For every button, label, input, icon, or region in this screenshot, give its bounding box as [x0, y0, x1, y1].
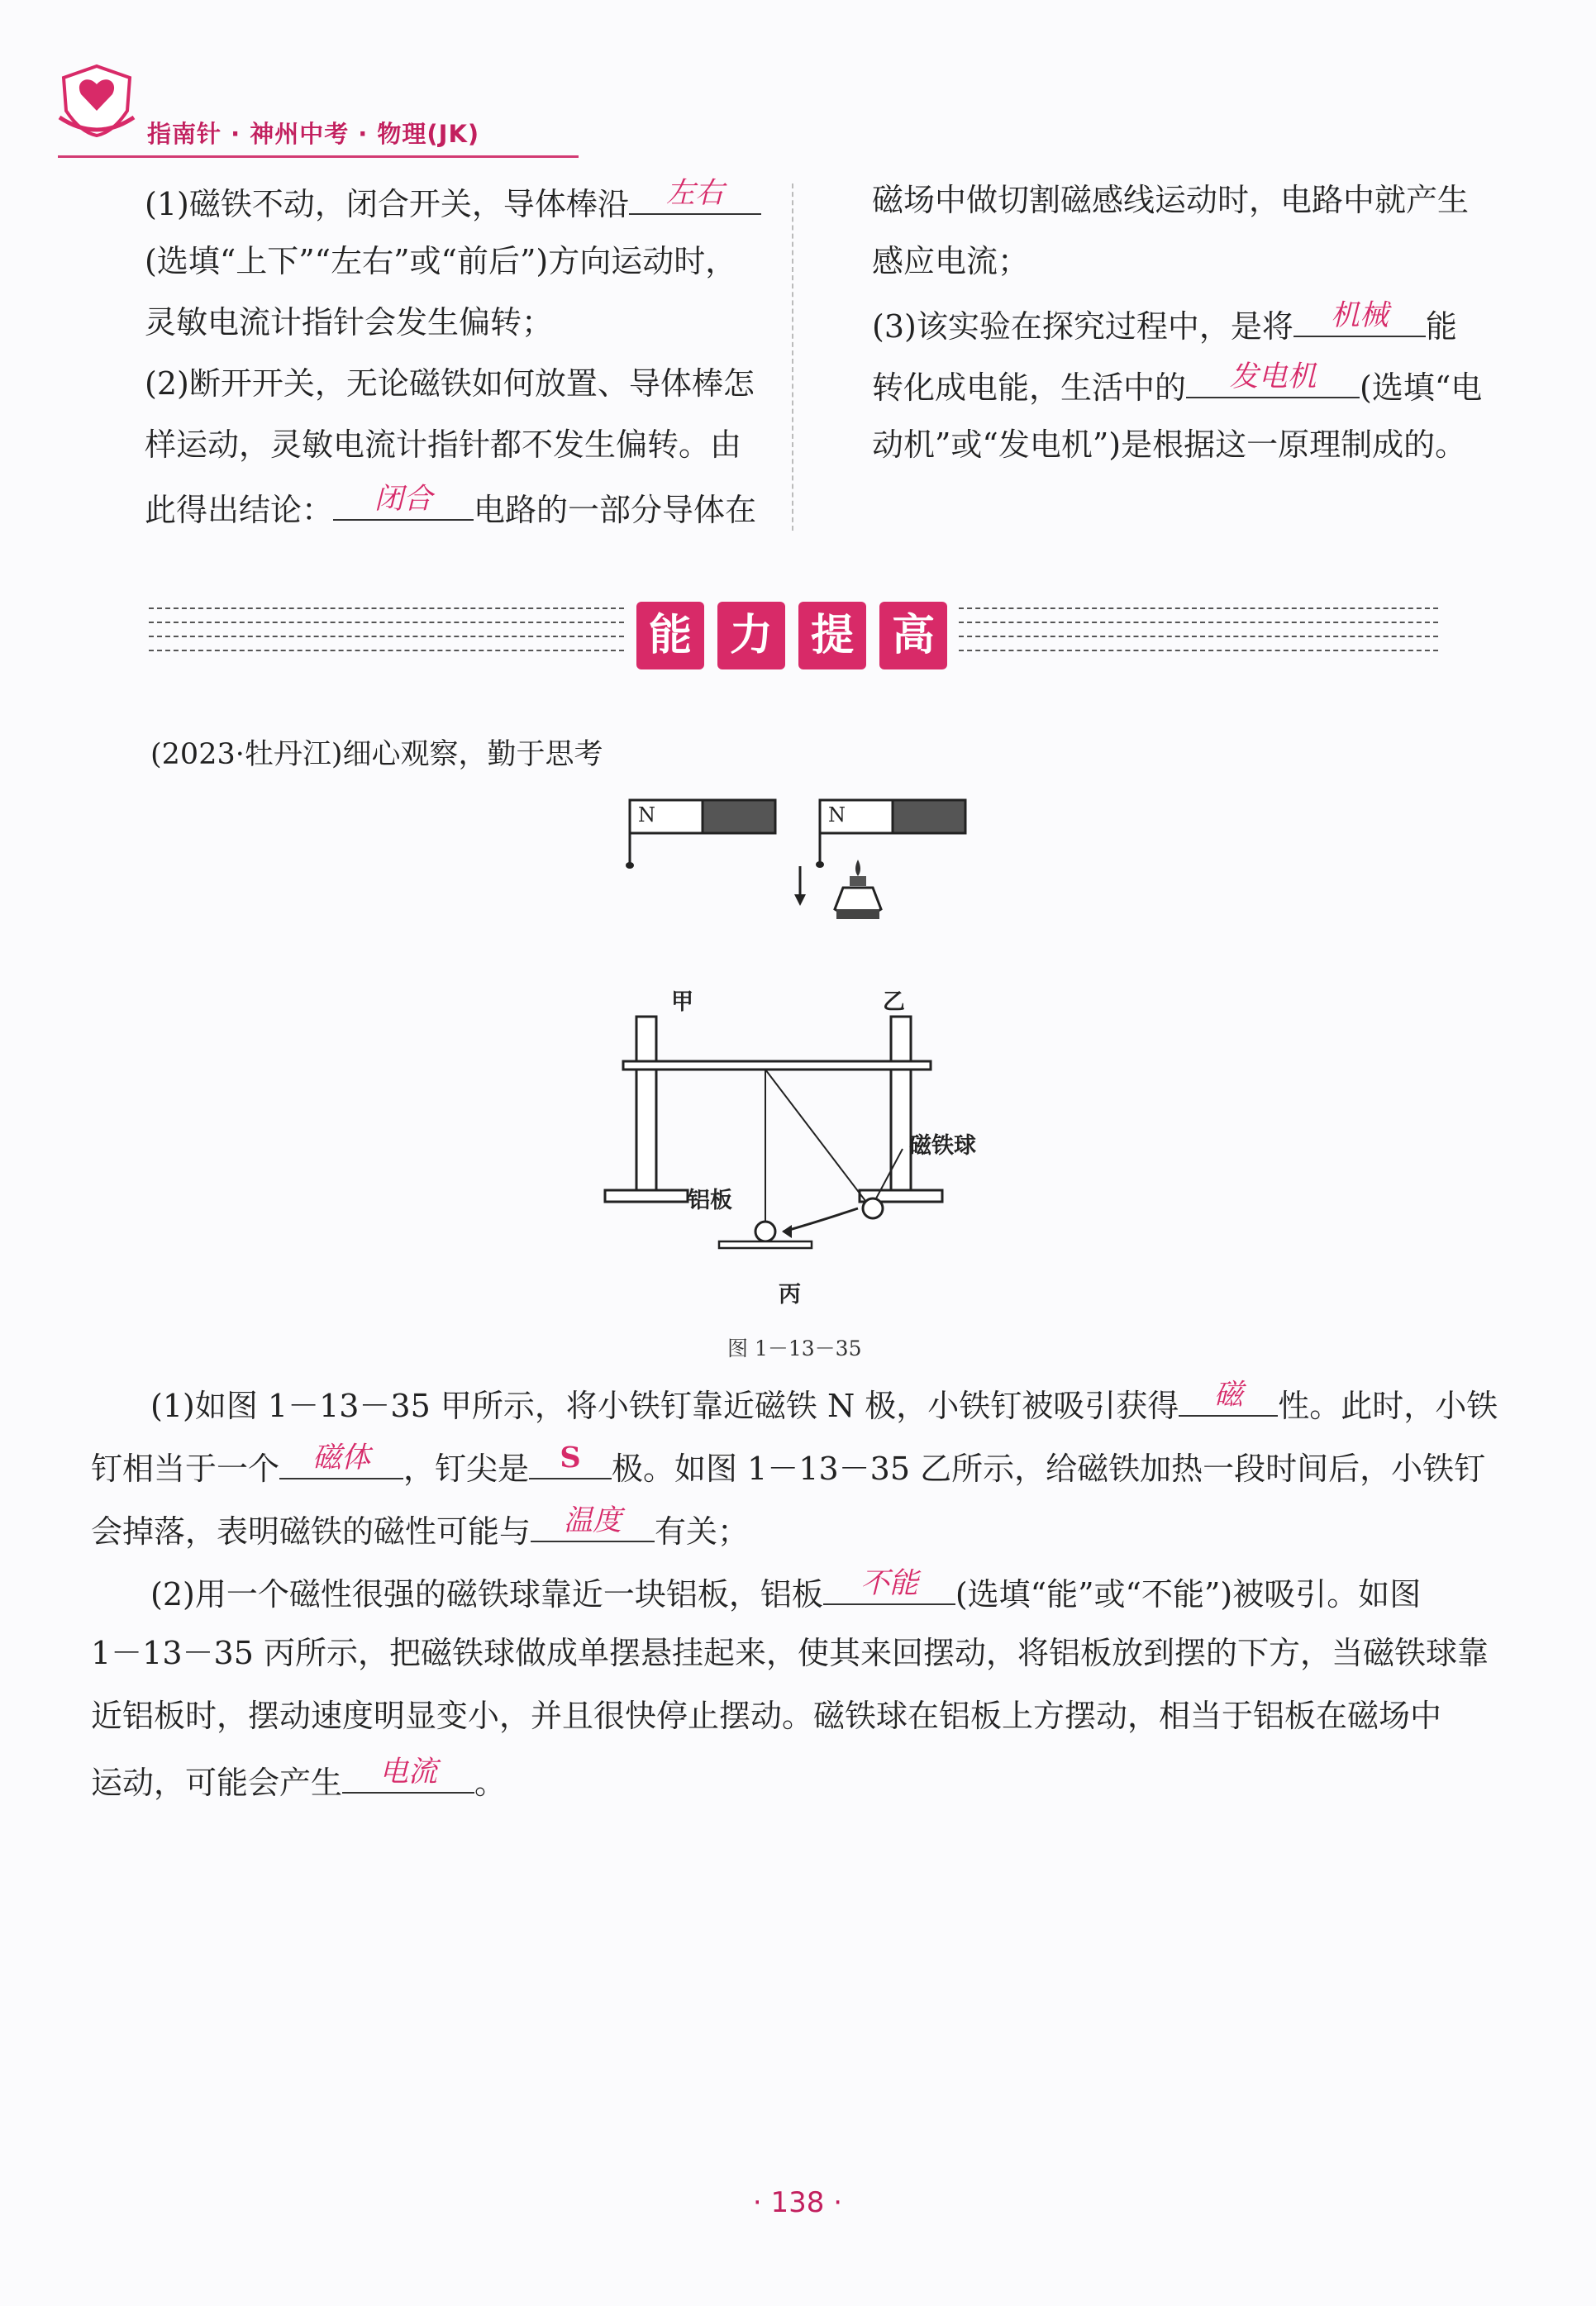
answer-blank-temperature[interactable]: 温度: [531, 1511, 655, 1542]
answer-blank-closed[interactable]: 闭合: [333, 489, 474, 521]
publisher-logo: [51, 60, 142, 142]
banner-dash: [959, 622, 1438, 623]
p1-line1: (1)如图 1－13－35 甲所示，将小铁钉靠近磁铁 N 极，小铁钉被吸引获得 磁 性。此时，小铁: [150, 1379, 1498, 1424]
banner-dash: [149, 636, 624, 637]
banner-dash: [959, 636, 1438, 637]
answer-blank-left-right[interactable]: 左右: [629, 183, 761, 215]
label-n-pole-1: N: [638, 803, 655, 827]
problem-intro: (2023·牡丹江)细心观察，勤于思考: [150, 738, 603, 771]
label-n-pole-2: N: [828, 803, 846, 827]
left-q2-line1: (2)断开开关，无论磁铁如何放置、导体棒怎: [145, 365, 755, 402]
left-q2-line3: 此得出结论： 闭合 电路的一部分导体在: [145, 483, 757, 528]
banner-dash: [149, 607, 624, 609]
right-line2: 感应电流；: [872, 243, 1030, 279]
answer-blank-generator[interactable]: 发电机: [1186, 367, 1360, 398]
answer-blank-magnet[interactable]: 磁体: [279, 1448, 403, 1479]
left-q1-line2: (选填“上下”“左右”或“前后”)方向运动时，: [145, 243, 737, 279]
header-rule: [58, 155, 579, 158]
banner-char: 力: [717, 602, 785, 669]
label-magnet-ball: 磁铁球: [909, 1133, 976, 1159]
banner-dash: [959, 607, 1438, 609]
banner-char: 提: [798, 602, 866, 669]
answer-blank-cannot[interactable]: 不能: [823, 1574, 955, 1605]
header-title: 指南针 · 神州中考 · 物理(JK): [147, 120, 480, 148]
label-aluminum-plate: 铝板: [688, 1188, 732, 1213]
label-jia: 甲: [671, 989, 693, 1015]
p1-line3: 会掉落，表明磁铁的磁性可能与 温度 有关；: [91, 1504, 750, 1550]
p2-line3: 近铝板时，摆动速度明显变小，并且很快停止摆动。磁铁球在铝板上方摆动，相当于铝板在磁场中: [91, 1698, 1442, 1734]
left-q1-line3: 灵敏电流计指针会发生偏转；: [145, 304, 554, 341]
answer-blank-current[interactable]: 电流: [342, 1762, 474, 1794]
page-number: · 138 ·: [752, 2186, 843, 2219]
answer-blank-s-pole[interactable]: S: [529, 1448, 612, 1479]
figure-1-13-35: [595, 785, 992, 1314]
p2-line1: (2)用一个磁性很强的磁铁球靠近一块铝板，铝板 不能 (选填“能”或“不能”)被吸引。如图: [150, 1567, 1422, 1613]
banner-dash: [149, 650, 624, 651]
p2-line4: 运动，可能会产生 电流 。: [91, 1756, 507, 1801]
answer-blank-mechanical[interactable]: 机械: [1293, 306, 1426, 337]
right-q3-line3: 动机”或“发电机”)是根据这一原理制成的。: [872, 426, 1467, 463]
banner-char: 能: [636, 602, 704, 669]
left-q2-line2: 样运动，灵敏电流计指针都不发生偏转。由: [145, 426, 742, 463]
label-yi: 乙: [883, 989, 905, 1015]
right-q3-line1: (3)该实验在探究过程中，是将 机械 能: [872, 299, 1457, 345]
label-bing: 丙: [779, 1282, 801, 1308]
banner-char: 高: [879, 602, 947, 669]
right-line1: 磁场中做切割磁感线运动时，电路中就产生: [872, 182, 1470, 218]
p2-line2: 1－13－35 丙所示，把磁铁球做成单摆悬挂起来，使其来回摆动，将铝板放到摆的下方，当磁铁球靠: [91, 1635, 1489, 1671]
answer-blank-magnetism[interactable]: 磁: [1179, 1385, 1278, 1417]
banner-dash: [149, 622, 624, 623]
p1-line2: 钉相当于一个 磁体 ，钉尖是 S 极。如图 1－13－35 乙所示，给磁铁加热一段时间后，小铁钉: [91, 1441, 1486, 1487]
column-divider: [792, 183, 793, 531]
left-q1-line1: (1)磁铁不动，闭合开关，导体棒沿 左右: [145, 183, 761, 221]
banner-dash: [959, 650, 1438, 651]
right-q3-line2: 转化成电能，生活中的 发电机 (选填“电: [872, 360, 1483, 406]
figure-caption: 图 1－13－35: [727, 1336, 862, 1360]
